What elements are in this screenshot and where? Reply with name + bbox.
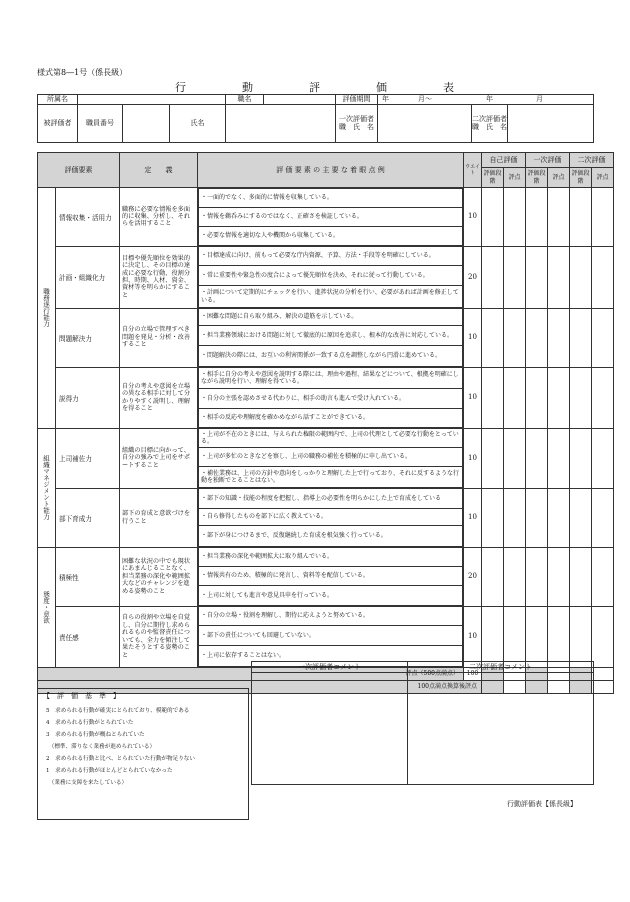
post-field[interactable] [264,95,336,105]
title-char: 価 [376,81,387,94]
criteria-line: 5 求められる行動が確実にとられており、模範的である [46,707,190,714]
first-comment-field[interactable] [252,673,408,785]
point: ・情報共有のため、積極的に発言し、資料等を配信している。 [199,567,462,586]
col-first-score: 評点 [548,168,570,188]
item-name: 計画・組織化力 [56,246,120,308]
col-weight: ウエイト [464,153,482,188]
first-grade-cell[interactable] [526,428,548,488]
period-field[interactable] [378,95,594,105]
self-grade-cell[interactable] [482,488,504,547]
point: ・自分の立場・役割を理解し、期待に応えようと努めている。 [199,607,462,626]
second-total-cell[interactable] [592,668,614,681]
form-number: 様式第8―1号（係長級） [37,68,128,77]
first-evaluator-label [336,104,378,142]
point: ・自分の主張を認めさせる代わりに、相手の助言も進んで受け入れている。 [199,389,462,409]
item-weight: 10 [464,606,482,668]
item-weight: 10 [464,488,482,547]
criteria-line: 2 求められる行動と比べ、とられていた行動が物足りない [46,755,195,762]
table-row [38,488,614,547]
second-evaluator-label [472,104,508,142]
dept-label: 所属名 [38,95,78,105]
table-row [38,246,614,308]
item-weight: 10 [464,308,482,367]
self-grade-cell[interactable] [482,367,504,428]
item-weight: 20 [464,547,482,606]
item-points [198,188,463,246]
self-score-cell[interactable] [504,188,526,247]
second-grade-cell[interactable] [570,188,592,247]
self-grade-cell[interactable] [482,547,504,606]
second-score-cell[interactable] [592,428,614,488]
first-grade-cell[interactable] [526,606,548,668]
criteria-title: 【 評 価 基 準 】 [43,692,120,700]
point: ・上司が不在のときには、与えられた権限の範囲内で、上司の代理として必要な行動をとっている。 [199,429,462,448]
item-name: 部下育成力 [56,488,120,547]
self-score-cell[interactable] [504,308,526,367]
second-score-cell[interactable] [592,606,614,668]
point: ・困難な問題に自ら取り組み、解決の道筋を示している。 [199,309,462,326]
col-first-grade: 評価段階 [526,168,548,188]
self-grade-cell[interactable] [482,308,504,367]
first-evaluator-sub: 職 氏 名 [339,123,375,132]
first-grade-cell[interactable] [526,547,548,606]
point: ・補佐業務は、上司の方針や意向をしっかりと理解した上で行っており、それに反するような行動を独断でとることはない。 [201,469,460,484]
period-month-2: 月 [536,95,544,103]
self-score-cell[interactable] [504,606,526,668]
title-char: 表 [443,81,454,94]
item-name: 責任感 [56,606,120,668]
evaluatee-label: 被評価者 [38,104,78,142]
title-char: 評 [309,81,320,94]
name-label: 氏名 [170,104,226,142]
item-definition: 目標や優先順位を効果的に決定し、その目標の達成に必要な行動、役割分担、時期、人材、資金、資材等を明らかにすること [120,246,198,308]
point: ・相手の反応や理解度を確かめながら話すことができている。 [201,414,370,422]
first-grade-cell[interactable] [526,246,548,308]
item-weight: 10 [464,367,482,428]
first-score-cell[interactable] [548,488,570,547]
second-evaluator-title: 二次評価者 [472,114,508,123]
second-grade-cell[interactable] [570,488,592,547]
self-grade-cell[interactable] [482,428,504,488]
group-label: 組織マネジメント能力 [38,428,56,547]
self-grade-cell[interactable] [482,246,504,308]
col-second: 二次評価 [570,153,614,168]
second-grade-cell[interactable] [570,246,592,308]
criteria-line: 3 求められる行動が概ねとられていた [46,731,145,738]
converted-label: 100点満点換算後評点 [38,681,482,694]
second-grade-cell[interactable] [570,547,592,606]
first-score-cell[interactable] [548,308,570,367]
post-label: 職名 [226,95,264,105]
group-label: 態度・意欲 [38,547,56,668]
second-score-cell[interactable] [592,488,614,547]
second-score-cell[interactable] [592,246,614,308]
self-grade-cell[interactable] [482,606,504,668]
period-label: 評価期間 [336,95,378,105]
table-row [38,308,614,367]
point: ・部下の知識・技能の程度を把握し、指導上の必要性を明らかにした上で育成をしている [199,489,462,509]
point: ・担当業務の深化や範囲拡大に取り組んでいる。 [199,548,462,567]
first-grade-cell[interactable] [526,367,548,428]
second-evaluator-field[interactable] [508,104,594,142]
first-score-cell[interactable] [548,188,570,247]
second-score-cell[interactable] [592,547,614,606]
item-definition: 自らの役割や立場を自覚し、自分に期待し求められるものや監督責任についても、全力を傾注して果たそうとする姿勢のこと [120,606,198,668]
second-grade-cell[interactable] [570,606,592,668]
first-grade-cell[interactable] [526,488,548,547]
item-name: 上司補佐力 [56,428,120,488]
col-points: 評 価 要 素 の 主 要 な 着 眼 点 例 [198,153,464,188]
first-evaluator-field[interactable] [378,104,472,142]
item-points [198,246,463,308]
item-name: 情報収集・活用力 [56,188,120,247]
period-year-1: 年 [382,95,390,103]
self-score-cell[interactable] [504,488,526,547]
point: ・部下の責任についても回避していない。 [199,626,462,646]
second-grade-cell[interactable] [570,428,592,488]
first-grade-cell[interactable] [526,188,548,247]
table-row [38,428,614,488]
item-definition: 組織の目標に向かって、自分の強みで上司をサポートすること [120,428,198,488]
self-score-cell[interactable] [504,547,526,606]
item-weight: 10 [464,188,482,247]
self-grade-cell[interactable] [482,188,504,247]
point: ・相手に自分の考えや意図を説明する際には、理由や過程、結果などについて、根拠を明確にしながら説明を行い、理解を得ている。 [199,368,462,389]
first-score-cell[interactable] [548,246,570,308]
page-title [155,79,465,93]
col-factor: 評価要素 [38,153,120,188]
item-points [198,367,463,428]
second-score-cell[interactable] [592,188,614,247]
item-name: 積極性 [56,547,120,606]
item-points [198,488,463,547]
score-label: 評点（500点満点） [38,668,464,681]
table-row [38,188,614,247]
first-score-cell[interactable] [548,547,570,606]
item-points [198,428,463,488]
item-definition: 自分の考えや意図を立場の異なる相手に対して分かりやすく説明し、理解を得ること [120,367,198,428]
evaluation-table [37,152,614,694]
item-points [198,308,463,367]
criteria-line: 4 求められる行動がとられていた [46,719,134,726]
item-name: 説得力 [56,367,120,428]
item-name: 問題解決力 [56,308,120,367]
staff-no-field[interactable] [123,104,170,142]
comment-table [251,661,594,785]
item-definition: 職務に必要な情報を多面的に収集、分析し、それらを活用すること [120,188,198,247]
point: ・必要な情報を適切な人や機関から収集している。 [201,232,340,240]
item-definition: 部下の育成と意欲づけを行うこと [120,488,198,547]
col-first: 一次評価 [526,153,570,168]
criteria-list [38,701,248,789]
item-weight: 20 [464,246,482,308]
second-grade-cell[interactable] [570,367,592,428]
period-year-2: 年 [486,95,494,103]
table-row [38,606,614,668]
second-score-cell[interactable] [592,308,614,367]
point: ・上司に依存することはない。 [201,652,286,660]
second-score-cell[interactable] [592,367,614,428]
item-weight: 10 [464,428,482,488]
second-grade-cell[interactable] [570,308,592,367]
criteria-line: 1 求められる行動がほとんどとられていなかった [46,767,173,774]
point: ・計画について定期的にチェックを行い、進捗状況の分析を行い、必要があれば計画を修正している。 [201,289,459,304]
second-converted-cell[interactable] [592,681,614,694]
criteria-line: （標準、滞りなく業務が進められている） [46,743,156,750]
col-self-score: 評点 [504,168,526,188]
title-char: 行 [175,81,186,94]
first-evaluator-title: 一次評価者 [339,114,375,123]
point: ・情報を鵜呑みにするのではなく、正確さを検証している。 [199,208,462,227]
point: ・部下が身につけるまで、反復継続した育成を根気強く行っている。 [201,532,387,540]
point: ・上司が多忙のときなどを察し、上司の職務の補佐を積極的に申し出ている。 [199,448,462,467]
point: ・担当業務領域における問題に対して徹底的に原因を追求し、根本的な改善に対応している。 [199,326,462,346]
point: ・一面的でなく、多面的に情報を収集している。 [199,189,462,208]
table-row [38,547,614,606]
item-definition: 自分の立場で管理すべき問題を発見・分析・改善すること [120,308,198,367]
item-points [198,606,463,667]
second-comment-label: 二次評価者コメント [408,662,594,673]
title-char: 動 [242,81,253,94]
col-self-grade: 評価段階 [482,168,504,188]
item-points [198,547,463,606]
group-label: 職務遂行能力 [38,188,56,429]
first-comment-label: 一次評価者コメント [252,662,408,673]
name-field[interactable] [226,104,336,142]
self-score-cell[interactable] [504,246,526,308]
self-score-cell[interactable] [504,428,526,488]
dept-field[interactable] [78,95,226,105]
col-second-score: 評点 [592,168,614,188]
score-total: 100 [464,668,482,681]
first-score-cell[interactable] [548,606,570,668]
col-second-grade: 評価段階 [570,168,592,188]
second-evaluator-sub: 職 氏 名 [472,123,508,132]
point: ・自ら修得したものを部下に広く教えている。 [199,509,462,526]
item-definition: 困難な状況の中でも現状にあまんじることなく、担当業務の深化や範囲拡大などのチャレンジを進める姿勢のこと [120,547,198,606]
col-self: 自己評価 [482,153,526,168]
first-score-cell[interactable] [548,428,570,488]
point: ・目標達成に向け、前もって必要な庁内資源、予算、方法・手段等を明確にしている。 [199,247,462,266]
criteria-line: （業務に支障を来たしている） [46,779,128,786]
first-grade-cell[interactable] [526,308,548,367]
point: ・上司に対しても進言や意見具申を行っている。 [201,591,334,599]
col-definition: 定 義 [120,153,198,188]
header-table [37,94,594,143]
first-score-cell[interactable] [548,367,570,428]
point: ・問題解決の際には、お互いの利害関係が一致する点を調整しながら円滑に進めている。 [201,352,442,360]
page-footer: 行動評価表【係長級】 [507,800,577,808]
staff-no-label: 職員番号 [78,104,123,142]
period-month-1: 月～ [418,95,433,103]
second-comment-field[interactable] [408,673,594,785]
criteria-box [37,688,249,820]
self-score-cell[interactable] [504,367,526,428]
point: ・常に重要性や緊急性の度合によって優先順位を決め、それに従って行動している。 [199,266,462,286]
table-row [38,367,614,428]
